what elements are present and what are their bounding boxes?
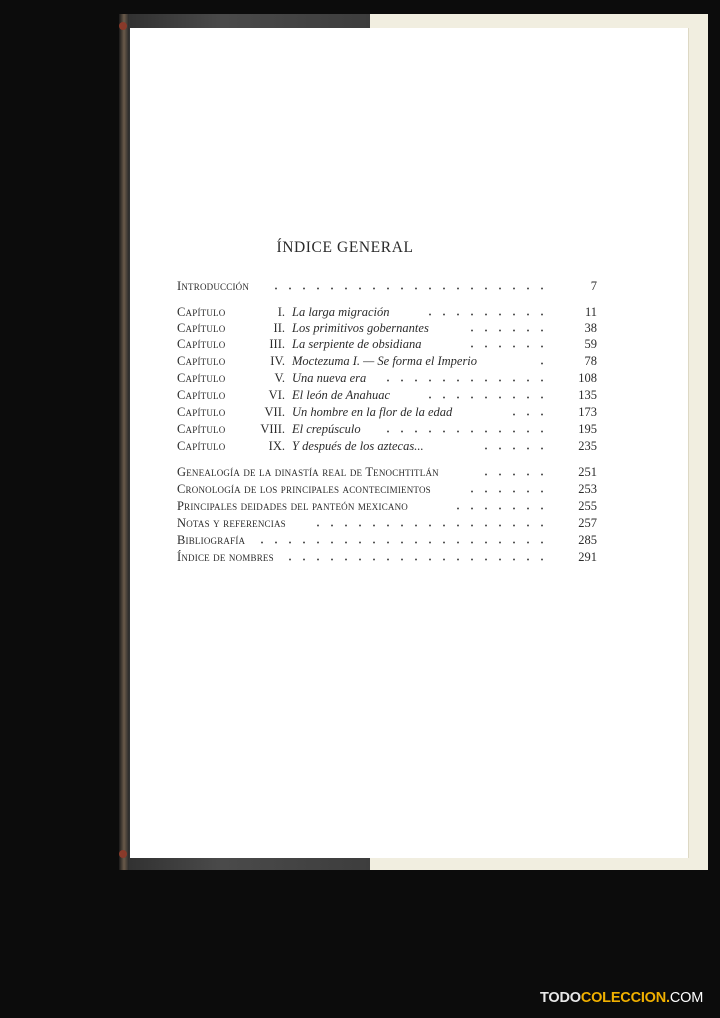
toc-row-chapter — [177, 304, 597, 320]
book-spine — [119, 14, 129, 870]
chapter-title: Un hombre en la flor de la edad — [292, 405, 453, 419]
toc-page-number: 251 — [578, 465, 597, 479]
toc-page-number: 285 — [578, 533, 597, 547]
toc-leader — [469, 329, 549, 332]
appendix-label: Bibliografía — [177, 533, 246, 547]
chapter-numeral: VIII. — [260, 422, 285, 436]
chapter-title: La larga migración — [292, 305, 390, 319]
appendix-label: Índice de nombres — [177, 550, 274, 564]
chapter-numeral: IX. — [268, 439, 285, 453]
chapter-label: Capítulo — [177, 422, 226, 436]
toc-leader — [465, 345, 549, 348]
toc-row-appendix — [177, 481, 597, 497]
spine-dot-top — [119, 22, 127, 30]
toc-page-number: 255 — [578, 499, 597, 513]
toc-leader — [473, 473, 549, 476]
toc-row-chapter — [177, 421, 597, 437]
watermark-part2: COLECCION — [580, 990, 667, 1006]
toc-row-chapter — [177, 438, 597, 454]
toc-row-chapter — [177, 320, 597, 336]
index-title: ÍNDICE GENERAL — [276, 239, 414, 256]
chapter-title: Moctezuma I. — Se forma el Imperio — [292, 354, 478, 368]
toc-leader — [529, 362, 549, 365]
chapter-title: El león de Anahuac — [292, 388, 391, 402]
chapter-numeral: II. — [273, 321, 285, 335]
toc-page-number: 253 — [578, 482, 597, 496]
toc-leader — [447, 507, 549, 510]
watermark-part3: COM — [669, 990, 704, 1006]
toc-row-chapter — [177, 404, 597, 420]
toc-page-number: 78 — [584, 354, 597, 368]
toc-row-intro — [177, 278, 597, 294]
chapter-title: Una nueva era — [292, 371, 367, 385]
toc-page-number: 173 — [578, 405, 597, 419]
chapter-numeral: III. — [269, 337, 285, 351]
spine-dot-bottom — [119, 850, 127, 858]
chapter-title: La serpiente de obsidiana — [292, 337, 422, 351]
toc-page-number: 257 — [578, 516, 597, 530]
chapter-title: El crepúsculo — [292, 422, 361, 436]
toc-leader — [383, 430, 549, 433]
chapter-label: Capítulo — [177, 405, 226, 419]
chapter-label: Capítulo — [177, 388, 226, 402]
toc-page-number: 291 — [578, 550, 597, 564]
toc-row-appendix — [177, 498, 597, 514]
toc-leader — [427, 313, 549, 316]
toc-leader — [387, 379, 549, 382]
chapter-numeral: I. — [277, 305, 285, 319]
toc-page-number: 7 — [590, 279, 597, 293]
toc-page-number: 11 — [584, 305, 597, 319]
toc-row-chapter — [177, 353, 597, 369]
chapter-label: Capítulo — [177, 354, 226, 368]
toc-row-appendix — [177, 515, 597, 531]
appendix-label: Notas y referencias — [177, 516, 286, 530]
toc-leader — [289, 558, 549, 561]
chapter-numeral: V. — [274, 371, 285, 385]
toc-page-number: 59 — [584, 337, 597, 351]
chapter-title: Los primitivos gobernantes — [292, 321, 429, 335]
toc-intro-label: Introducción — [177, 279, 250, 293]
appendix-label: Cronología de los principales acontecimientos — [177, 482, 431, 496]
toc-leader — [503, 413, 549, 416]
book-page — [130, 28, 688, 858]
toc-row-chapter — [177, 336, 597, 352]
watermark-dot: . — [666, 990, 670, 1006]
chapter-label: Capítulo — [177, 321, 226, 335]
toc-row-chapter — [177, 370, 597, 386]
toc-leader — [265, 287, 549, 290]
chapter-label: Capítulo — [177, 337, 226, 351]
chapter-numeral: VII. — [264, 405, 285, 419]
toc-leader — [309, 524, 549, 527]
toc-page-number: 195 — [578, 422, 597, 436]
chapter-title: Y después de los aztecas... — [292, 439, 424, 453]
chapter-numeral: IV. — [270, 354, 285, 368]
toc-page-number: 135 — [578, 388, 597, 402]
toc-row-appendix — [177, 549, 597, 565]
toc-page-number: 38 — [584, 321, 597, 335]
appendix-label: Genealogía de la dinastía real de Tenochtitlán — [177, 465, 439, 479]
chapter-label: Capítulo — [177, 305, 226, 319]
toc-row-chapter — [177, 387, 597, 403]
chapter-label: Capítulo — [177, 439, 226, 453]
toc-page-number: 235 — [578, 439, 597, 453]
watermark-logo — [540, 990, 703, 1006]
toc-row-appendix — [177, 464, 597, 480]
toc-leader — [417, 396, 549, 399]
chapter-numeral: VI. — [268, 388, 285, 402]
watermark-part1: TODO — [540, 990, 581, 1006]
toc-page-number: 108 — [578, 371, 597, 385]
appendix-label: Principales deidades del panteón mexicano — [177, 499, 408, 513]
toc-leader — [479, 447, 549, 450]
chapter-label: Capítulo — [177, 371, 226, 385]
toc-leader — [261, 541, 549, 544]
toc-row-appendix — [177, 532, 597, 548]
toc-leader — [467, 490, 549, 493]
